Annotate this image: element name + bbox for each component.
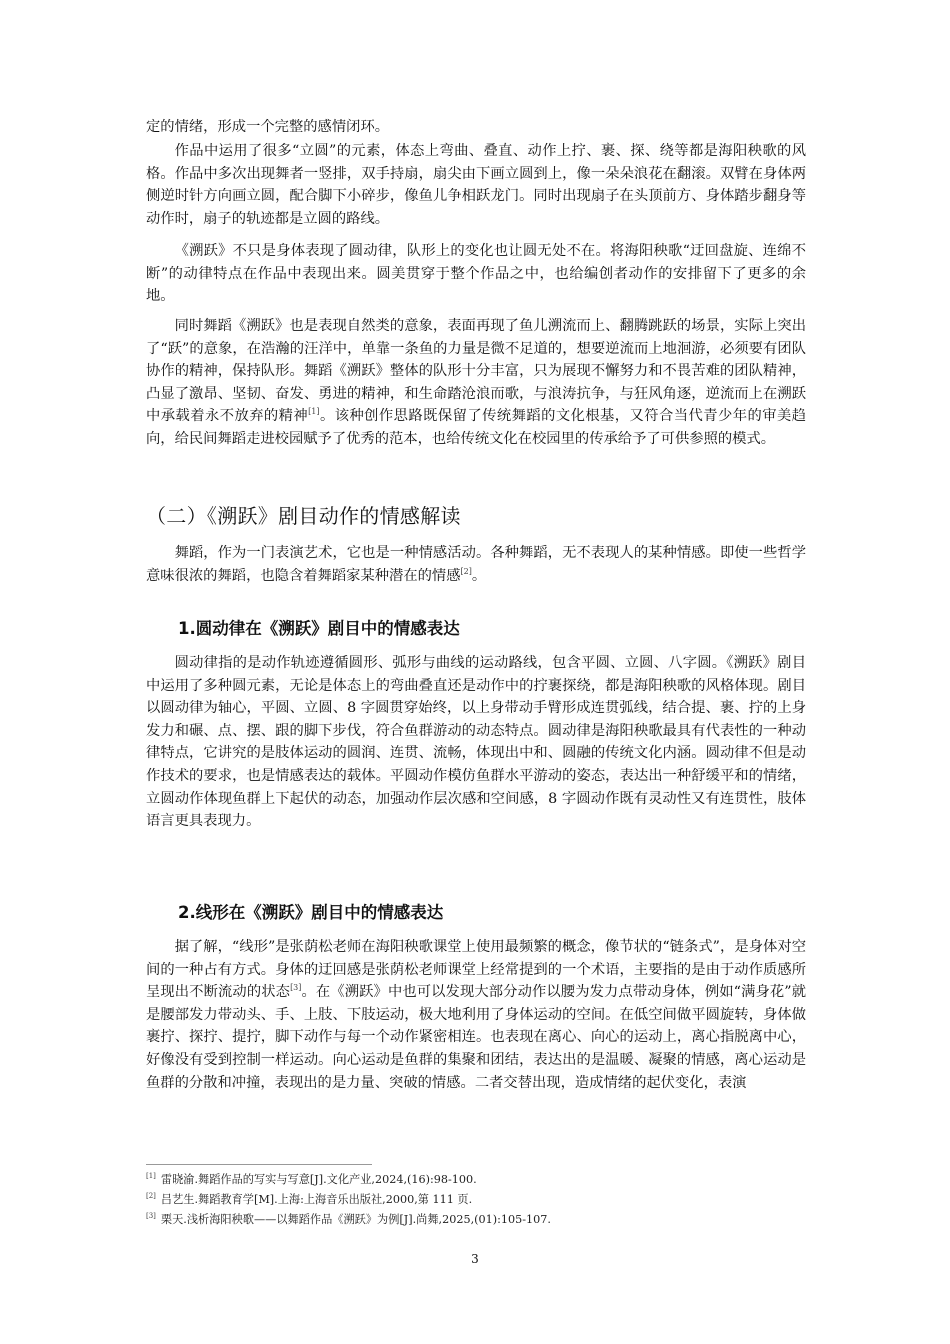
footnote-text: 吕艺生.舞蹈教育学[M].上海:上海音乐出版社,2000,第 111 页.	[160, 1193, 473, 1206]
footnote-text: 栗天.浅析海阳秧歌——以舞蹈作品《溯跃》为例[J].尚舞,2025,(01):105-107.	[160, 1213, 551, 1226]
paragraph-text: 《溯跃》不只是身体表现了圆动律，队形上的变化也让圆无处不在。将海阳秧歌“迂回盘旋、连绵不断”的动律特点在作品中表现出来。圆美贯穿于整个作品之中，也给编创者动作的安排留下了更多的余地。	[146, 243, 806, 305]
paragraph-text: 。在《溯跃》中也可以发现大部分动作以腰为发力点带动身体，例如“满身花”就是腰部发力带动头、手、上肢、下肢运动，极大地利用了身体运动的空间。在低空间做平圆旋转，身体做裹拧、探拧、提拧，脚下动作与每一个动作紧密相连。也表现在离心、向心的运动上，离心指脱离中心，好像没有受到控制一样运动。向心运动是鱼群的集聚和团结，表达出的是温暖、凝聚的情感，离心运动是鱼群的分散和冲撞，表现出的是力量、突破的情感。二者交替出现，造成情绪的起伏变化，表演	[146, 984, 807, 1091]
footnote-divider	[146, 1164, 372, 1165]
footnote-mark: [3]	[146, 1212, 156, 1220]
footnote-ref-2[interactable]: [2]	[460, 566, 472, 576]
paragraph-line-form	[146, 936, 806, 1094]
footnote-ref-1[interactable]: [1]	[308, 407, 320, 417]
paragraph-continued	[146, 116, 806, 139]
footnote-3	[146, 1212, 551, 1228]
paragraph-text: 同时舞蹈《溯跃》也是表现自然类的意象，表面再现了鱼儿溯流而上、翻腾跳跃的场景，实际上突出了“跃”的意象，在浩瀚的汪洋中，单靠一条鱼的力量是微不足道的，想要逆流而上地洄游，必须要有团队协作的精神，保持队形。舞蹈《溯跃》整体的队形十分丰富，只为展现不懈努力和不畏苦难的团队精神，凸显了激昂、坚韧、奋发、勇进的精神，和生命踏沧浪而歌，与浪涛抗争，与狂风角逐，逆流而上在溯跃中承载着永不放弃的精神	[146, 318, 806, 425]
subsection-heading-2: 2.线形在《溯跃》剧目中的情感表达	[178, 903, 444, 922]
footnote-text: 雷晓渝.舞蹈作品的写实与写意[J].文化产业,2024,(16):98-100.	[160, 1173, 477, 1186]
paragraph-text: 。该种创作思路既保留了传统舞蹈的文化根基，又符合当代青少年的审美趋向，给民间舞蹈走进校园赋予了优秀的范本，也给传统文化在校园里的传承给予了可供参照的模式。	[146, 408, 807, 447]
paragraph-text: 圆动律指的是动作轨迹遵循圆形、弧形与曲线的运动路线，包含平圆、立圆、八字圆。《溯跃》剧目中运用了多种圆元素，无论是体态上的弯曲叠直还是动作中的拧裹探绕，都是海阳秧歌的风格体现。剧目以圆动律为轴心，平圆、立圆、8 字圆贯穿始终，以上身带动手臂形成连贯弧线，结合提、裹、拧的上身发力和碾、点、摆、跟的脚下步伐，符合鱼群游动的动态特点。圆动律是海阳秧歌最具有代表性的一种动律特点，它讲究的是肢体运动的圆润、连贯、流畅，体现出中和、圆融的传统文化内涵。圆动律不但是动作技术的要求，也是情感表达的载体。平圆动作模仿鱼群水平游动的姿态，表达出一种舒缓平和的情绪，立圆动作体现鱼群上下起伏的动态，加强动作层次感和空间感，8 字圆动作既有灵动性又有连贯性，肢体语言更具表现力。	[146, 655, 806, 830]
paragraph-dance-emotion	[146, 542, 806, 587]
paragraph-formation-circle	[146, 240, 806, 308]
paragraph-standing-circle	[146, 140, 806, 230]
paragraph-circle-rhythm	[146, 652, 806, 833]
paragraph-text: 定的情绪，形成一个完整的感情闭环。	[146, 119, 390, 135]
paragraph-text: 舞蹈，作为一门表演艺术，它也是一种情感活动。各种舞蹈，无不表现人的某种情感。即使一些哲学意味很浓的舞蹈，也隐含着舞蹈家某种潜在的情感	[146, 545, 806, 584]
footnote-ref-3[interactable]: [3]	[290, 983, 302, 993]
paragraph-text: 作品中运用了很多“立圆”的元素，体态上弯曲、叠直、动作上拧、裹、探、绕等都是海阳秧歌的风格。作品中多次出现舞者一竖排，双手持扇，扇尖由下画立圆到上，像一朵朵浪花在翻滚。双臂在身体两侧逆时针方向画立圆，配合脚下小碎步，像鱼儿争相跃龙门。同时出现扇子在头顶前方、身体踏步翻身等动作时，扇子的轨迹都是立圆的路线。	[146, 143, 806, 227]
paragraph-text: 据了解，“线形”是张荫松老师在海阳秧歌课堂上使用最频繁的概念，像节状的“链条式”，是身体对空间的一种占有方式。身体的迂回感是张荫松老师课堂上经常提到的一个术语，主要指的是由于动作质感所呈现出不断流动的状态	[146, 939, 806, 1001]
subsection-heading-1: 1.圆动律在《溯跃》剧目中的情感表达	[178, 619, 460, 638]
footnote-mark: [2]	[146, 1192, 156, 1200]
paragraph-leap-imagery	[146, 315, 806, 451]
paragraph-text: 。	[471, 567, 487, 584]
footnote-1	[146, 1172, 477, 1188]
page-number: 3	[471, 1252, 479, 1266]
footnote-mark: [1]	[146, 1172, 156, 1180]
footnote-2	[146, 1192, 472, 1208]
section-heading: （二）《溯跃》剧目动作的情感解读	[146, 504, 461, 528]
